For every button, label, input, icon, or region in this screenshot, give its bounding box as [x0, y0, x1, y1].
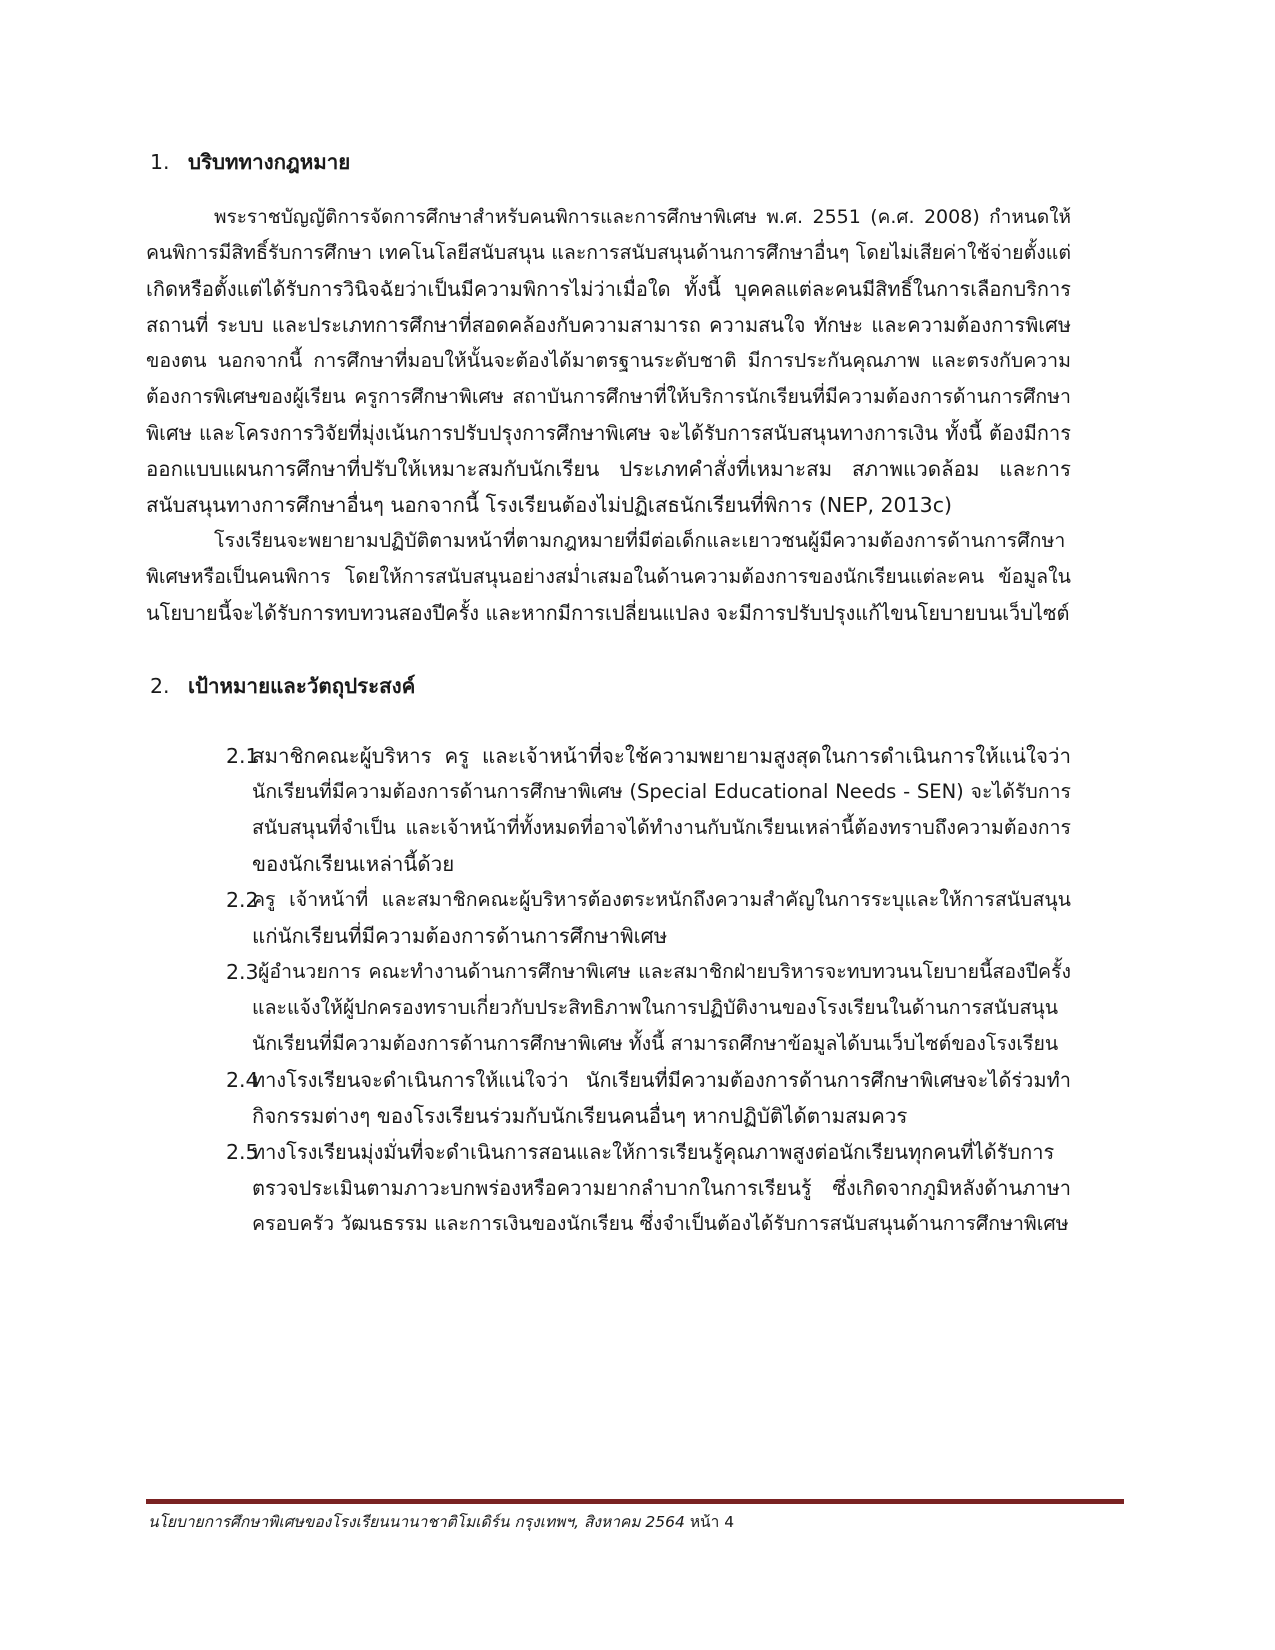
footer-title: นโยบายการศึกษาพิเศษของโรงเรียนนานาชาติโมเดิร์น กรุงเทพฯ, สิงหาคม 2564: [148, 1513, 685, 1531]
paragraph-line: พระราชบัญญัติการจัดการศึกษาสำหรับคนพิการและการศึกษาพิเศษ พ.ศ. 2551 (ค.ศ. 2008) กำหนดให้: [214, 206, 1071, 228]
list-item-line: และแจ้งให้ผู้ปกครองทราบเกี่ยวกับประสิทธิภาพในการปฏิบัติงานของโรงเรียนในด้านการสนับสนุน: [252, 996, 1059, 1019]
list-item-number: 2.5: [226, 1140, 259, 1164]
list-item-line: สมาชิกคณะผู้บริหาร ครู และเจ้าหน้าที่จะใช้ความพยายามสูงสุดในการดำเนินการให้แน่ใจว่า: [252, 744, 1071, 768]
list-item-line: กิจกรรมต่างๆ ของโรงเรียนร่วมกับนักเรียนคนอื่นๆ หากปฏิบัติได้ตามสมควร: [252, 1104, 908, 1128]
section-2-heading: [150, 671, 415, 701]
paragraph-line: พิเศษหรือเป็นคนพิการ โดยให้การสนับสนุนอย่างสม่ำเสมอในด้านความต้องการของนักเรียนแต่ละคน ข้อมูลใน: [146, 565, 1071, 588]
list-item-number: 2.2: [226, 888, 259, 912]
paragraph-line: ของตน นอกจากนี้ การศึกษาที่มอบให้นั้นจะต้องได้มาตรฐานระดับชาติ มีการประกันคุณภาพ และตรงกับความ: [146, 349, 1071, 372]
list-item-number: 2.1: [226, 744, 259, 768]
paragraph-line: สถานที่ ระบบ และประเภทการศึกษาที่สอดคล้องกับความสามารถ ความสนใจ ทักษะ และความต้องการพิเศษ: [146, 313, 1071, 337]
section-number: 1.: [150, 150, 170, 174]
list-item-line: ทางโรงเรียนจะดำเนินการให้แน่ใจว่า นักเรียนที่มีความต้องการด้านการศึกษาพิเศษจะได้ร่วมทำ: [252, 1068, 1071, 1092]
paragraph-line: โรงเรียนจะพยายามปฏิบัติตามหน้าที่ตามกฎหมายที่มีต่อเด็กและเยาวชนผู้มีความต้องการด้านการศึกษา: [214, 529, 1066, 552]
list-item-line: ผู้อำนวยการ คณะทำงานด้านการศึกษาพิเศษ และสมาชิกฝ่ายบริหารจะทบทวนนโยบายนี้สองปีครั้ง: [258, 960, 1071, 983]
page-footer: [148, 1511, 734, 1533]
list-item-number: 2.4: [226, 1068, 259, 1092]
footer-divider: [146, 1499, 1124, 1504]
paragraph-line: นโยบายนี้จะได้รับการทบทวนสองปีครั้ง และหากมีการเปลี่ยนแปลง จะมีการปรับปรุงแก้ไขนโยบายบนเว็บไซต์: [146, 601, 1070, 625]
list-item-line: ครอบครัว วัฒนธรรม และการเงินของนักเรียน ซึ่งจำเป็นต้องได้รับการสนับสนุนด้านการศึกษาพิเศษ: [252, 1212, 1069, 1235]
list-item-line: ตรวจประเมินตามภาวะบกพร่องหรือความยากลำบากในการเรียนรู้ ซึ่งเกิดจากภูมิหลังด้านภาษา: [252, 1176, 1071, 1200]
list-item-line: แก่นักเรียนที่มีความต้องการด้านการศึกษาพิเศษ: [252, 924, 668, 948]
list-item-line: สนับสนุนที่จำเป็น และเจ้าหน้าที่ทั้งหมดที่อาจได้ทำงานกับนักเรียนเหล่านี้ต้องทราบถึงความต้องการ: [252, 816, 1071, 839]
paragraph-line: ออกแบบแผนการศึกษาที่ปรับให้เหมาะสมกับนักเรียน ประเภทคำสั่งที่เหมาะสม สภาพแวดล้อม และการ: [146, 457, 1071, 481]
paragraph-line: คนพิการมีสิทธิ์รับการศึกษา เทคโนโลยีสนับสนุน และการสนับสนุนด้านการศึกษาอื่นๆ โดยไม่เสียค่าใช้จ่ายตั้งแต่: [146, 241, 1071, 264]
section-title: บริบททางกฎหมาย: [188, 150, 351, 174]
paragraph-line: สนับสนุนทางการศึกษาอื่นๆ นอกจากนี้ โรงเรียนต้องไม่ปฏิเสธนักเรียนที่พิการ (NEP, 2013c): [146, 493, 952, 517]
list-item-line: ของนักเรียนเหล่านี้ด้วย: [252, 852, 455, 876]
list-item-line: นักเรียนที่มีความต้องการด้านการศึกษาพิเศษ (Special Educational Needs - SEN) จะได้รับการ: [252, 780, 1071, 803]
section-title: เป้าหมายและวัตถุประสงค์: [188, 674, 416, 698]
page-number: หน้า 4: [689, 1513, 735, 1531]
paragraph-line: พิเศษ และโครงการวิจัยที่มุ่งเน้นการปรับปรุงการศึกษาพิเศษ จะได้รับการสนับสนุนทางการเงิน ทั้งนี้ ต้องมีการ: [146, 421, 1071, 445]
paragraph-line: ต้องการพิเศษของผู้เรียน ครูการศึกษาพิเศษ สถาบันการศึกษาที่ให้บริการนักเรียนที่มีความต้องการด้านการศึกษา: [146, 385, 1071, 408]
list-item-number: 2.3: [226, 960, 259, 984]
list-item-line: ครู เจ้าหน้าที่ และสมาชิกคณะผู้บริหารต้องตระหนักถึงความสำคัญในการระบุและให้การสนับสนุน: [252, 888, 1071, 911]
section-1-heading: [150, 147, 350, 177]
paragraph-line: เกิดหรือตั้งแต่ได้รับการวินิจฉัยว่าเป็นมีความพิการไม่ว่าเมื่อใด ทั้งนี้ บุคคลแต่ละคนมีสิทธิ์ในการเลือกบริการ: [146, 277, 1071, 301]
section-number: 2.: [150, 674, 170, 698]
list-item-line: นักเรียนที่มีความต้องการด้านการศึกษาพิเศษ ทั้งนี้ สามารถศึกษาข้อมูลได้บนเว็บไซต์ของโรงเรียน: [252, 1032, 1059, 1055]
list-item-line: ทางโรงเรียนมุ่งมั่นที่จะดำเนินการสอนและให้การเรียนรู้คุณภาพสูงต่อนักเรียนทุกคนที่ได้รับการ: [252, 1140, 1055, 1164]
